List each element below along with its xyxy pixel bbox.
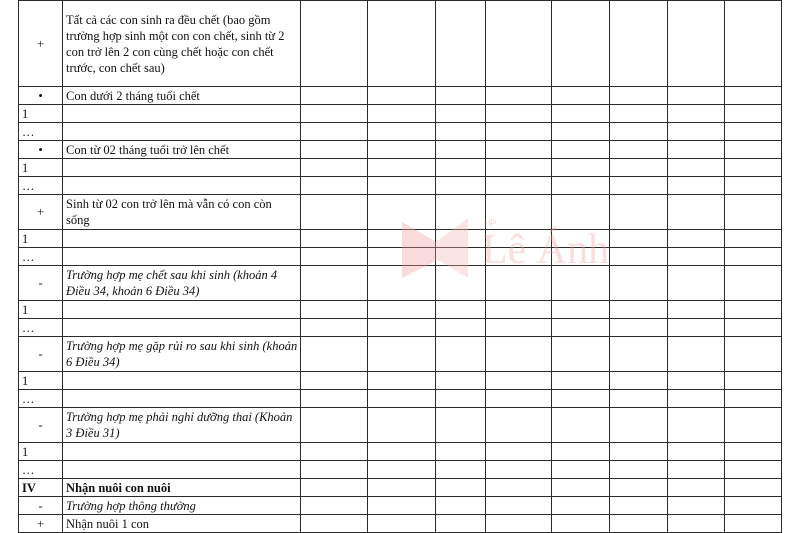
table-row bbox=[19, 177, 782, 195]
empty-cell bbox=[485, 87, 551, 105]
empty-cell bbox=[551, 337, 609, 372]
empty-cell bbox=[609, 337, 667, 372]
empty-cell bbox=[301, 266, 368, 301]
empty-cell bbox=[724, 266, 781, 301]
row-marker: … bbox=[19, 248, 63, 266]
empty-cell bbox=[368, 159, 435, 177]
empty-cell bbox=[667, 230, 724, 248]
watermark-small-text: HP bbox=[484, 218, 497, 228]
empty-cell bbox=[609, 87, 667, 105]
empty-cell bbox=[301, 443, 368, 461]
empty-cell bbox=[368, 248, 435, 266]
empty-cell bbox=[485, 337, 551, 372]
empty-cell bbox=[368, 515, 435, 533]
row-description: Sinh từ 02 con trở lên mà vẫn có con còn sống bbox=[63, 195, 301, 230]
empty-cell bbox=[485, 230, 551, 248]
table-row bbox=[19, 123, 782, 141]
empty-cell bbox=[724, 390, 781, 408]
empty-cell bbox=[368, 266, 435, 301]
empty-cell bbox=[667, 195, 724, 230]
empty-cell bbox=[667, 301, 724, 319]
empty-cell bbox=[485, 372, 551, 390]
row-marker: … bbox=[19, 461, 63, 479]
empty-cell bbox=[551, 87, 609, 105]
empty-cell bbox=[724, 177, 781, 195]
empty-cell bbox=[301, 515, 368, 533]
empty-cell bbox=[551, 159, 609, 177]
table-row bbox=[19, 515, 782, 533]
empty-cell bbox=[301, 301, 368, 319]
empty-cell bbox=[485, 408, 551, 443]
row-marker: 1 bbox=[19, 372, 63, 390]
table-row bbox=[19, 266, 782, 301]
row-marker: - bbox=[19, 337, 63, 372]
empty-cell bbox=[667, 479, 724, 497]
row-marker: + bbox=[19, 515, 63, 533]
table-row bbox=[19, 195, 782, 230]
row-description bbox=[63, 230, 301, 248]
row-marker: • bbox=[19, 87, 63, 105]
empty-cell bbox=[435, 408, 485, 443]
row-marker: IV bbox=[19, 479, 63, 497]
empty-cell bbox=[368, 195, 435, 230]
empty-cell bbox=[609, 408, 667, 443]
empty-cell bbox=[667, 177, 724, 195]
empty-cell bbox=[551, 177, 609, 195]
empty-cell bbox=[609, 319, 667, 337]
empty-cell bbox=[435, 1, 485, 87]
empty-cell bbox=[368, 461, 435, 479]
table-row bbox=[19, 319, 782, 337]
watermark-text: Lê Ánh bbox=[482, 227, 610, 273]
empty-cell bbox=[435, 319, 485, 337]
empty-cell bbox=[551, 141, 609, 159]
empty-cell bbox=[301, 141, 368, 159]
row-marker: - bbox=[19, 497, 63, 515]
empty-cell bbox=[435, 87, 485, 105]
empty-cell bbox=[667, 141, 724, 159]
table-row bbox=[19, 337, 782, 372]
empty-cell bbox=[551, 230, 609, 248]
empty-cell bbox=[609, 515, 667, 533]
empty-cell bbox=[551, 461, 609, 479]
empty-cell bbox=[435, 123, 485, 141]
empty-cell bbox=[301, 159, 368, 177]
empty-cell bbox=[609, 266, 667, 301]
table-row bbox=[19, 372, 782, 390]
empty-cell bbox=[724, 87, 781, 105]
empty-cell bbox=[724, 461, 781, 479]
empty-cell bbox=[724, 408, 781, 443]
empty-cell bbox=[667, 248, 724, 266]
empty-cell bbox=[609, 177, 667, 195]
row-marker: - bbox=[19, 266, 63, 301]
empty-cell bbox=[609, 123, 667, 141]
empty-cell bbox=[724, 230, 781, 248]
table-row bbox=[19, 248, 782, 266]
empty-cell bbox=[435, 141, 485, 159]
empty-cell bbox=[368, 337, 435, 372]
empty-cell bbox=[301, 408, 368, 443]
row-marker: 1 bbox=[19, 105, 63, 123]
empty-cell bbox=[435, 105, 485, 123]
empty-cell bbox=[368, 372, 435, 390]
empty-cell bbox=[435, 337, 485, 372]
empty-cell bbox=[609, 141, 667, 159]
empty-cell bbox=[609, 159, 667, 177]
row-description: Trường hợp mẹ gặp rủi ro sau khi sinh (khoản 6 Điều 34) bbox=[63, 337, 301, 372]
empty-cell bbox=[551, 515, 609, 533]
empty-cell bbox=[724, 159, 781, 177]
row-marker: … bbox=[19, 319, 63, 337]
empty-cell bbox=[301, 87, 368, 105]
empty-cell bbox=[551, 390, 609, 408]
row-description bbox=[63, 105, 301, 123]
empty-cell bbox=[724, 479, 781, 497]
empty-cell bbox=[609, 372, 667, 390]
empty-cell bbox=[301, 230, 368, 248]
table-row bbox=[19, 461, 782, 479]
table-row bbox=[19, 479, 782, 497]
empty-cell bbox=[551, 408, 609, 443]
row-description bbox=[63, 159, 301, 177]
empty-cell bbox=[667, 319, 724, 337]
empty-cell bbox=[724, 123, 781, 141]
empty-cell bbox=[667, 372, 724, 390]
table-row bbox=[19, 1, 782, 87]
row-description: Con dưới 2 tháng tuổi chết bbox=[63, 87, 301, 105]
document-table bbox=[18, 0, 782, 533]
empty-cell bbox=[301, 461, 368, 479]
empty-cell bbox=[551, 123, 609, 141]
row-marker: 1 bbox=[19, 230, 63, 248]
row-description bbox=[63, 443, 301, 461]
empty-cell bbox=[368, 230, 435, 248]
row-marker: … bbox=[19, 123, 63, 141]
empty-cell bbox=[435, 266, 485, 301]
empty-cell bbox=[485, 479, 551, 497]
empty-cell bbox=[724, 497, 781, 515]
table-row bbox=[19, 497, 782, 515]
empty-cell bbox=[724, 301, 781, 319]
table-row bbox=[19, 443, 782, 461]
empty-cell bbox=[551, 497, 609, 515]
row-description bbox=[63, 248, 301, 266]
empty-cell bbox=[667, 159, 724, 177]
empty-cell bbox=[724, 248, 781, 266]
empty-cell bbox=[368, 497, 435, 515]
empty-cell bbox=[667, 266, 724, 301]
empty-cell bbox=[435, 497, 485, 515]
empty-cell bbox=[435, 159, 485, 177]
table-row bbox=[19, 230, 782, 248]
row-marker: 1 bbox=[19, 159, 63, 177]
empty-cell bbox=[485, 195, 551, 230]
row-description: Tất cả các con sinh ra đều chết (bao gồm trường hợp sinh một con con chết, sinh từ 2 con trở lên 2 con cùng chết hoặc con chết trước, con chết sau) bbox=[63, 1, 301, 87]
empty-cell bbox=[485, 390, 551, 408]
empty-cell bbox=[368, 105, 435, 123]
empty-cell bbox=[368, 301, 435, 319]
empty-cell bbox=[301, 390, 368, 408]
empty-cell bbox=[551, 443, 609, 461]
empty-cell bbox=[667, 408, 724, 443]
row-marker: • bbox=[19, 141, 63, 159]
empty-cell bbox=[301, 479, 368, 497]
row-description: Nhận nuôi con nuôi bbox=[63, 479, 301, 497]
empty-cell bbox=[667, 461, 724, 479]
table-row bbox=[19, 301, 782, 319]
empty-cell bbox=[667, 87, 724, 105]
row-description bbox=[63, 390, 301, 408]
empty-cell bbox=[724, 443, 781, 461]
empty-cell bbox=[368, 390, 435, 408]
row-description bbox=[63, 177, 301, 195]
empty-cell bbox=[301, 177, 368, 195]
empty-cell bbox=[435, 248, 485, 266]
row-marker: 1 bbox=[19, 301, 63, 319]
empty-cell bbox=[485, 248, 551, 266]
empty-cell bbox=[301, 248, 368, 266]
empty-cell bbox=[724, 319, 781, 337]
row-description bbox=[63, 319, 301, 337]
empty-cell bbox=[301, 337, 368, 372]
empty-cell bbox=[551, 372, 609, 390]
empty-cell bbox=[368, 177, 435, 195]
row-marker: + bbox=[19, 195, 63, 230]
empty-cell bbox=[724, 195, 781, 230]
empty-cell bbox=[301, 1, 368, 87]
empty-cell bbox=[724, 372, 781, 390]
empty-cell bbox=[435, 230, 485, 248]
empty-cell bbox=[368, 319, 435, 337]
empty-cell bbox=[551, 105, 609, 123]
empty-cell bbox=[368, 479, 435, 497]
empty-cell bbox=[667, 105, 724, 123]
empty-cell bbox=[435, 390, 485, 408]
table-row bbox=[19, 87, 782, 105]
table-row bbox=[19, 408, 782, 443]
empty-cell bbox=[485, 301, 551, 319]
row-marker: 1 bbox=[19, 443, 63, 461]
empty-cell bbox=[667, 515, 724, 533]
row-description: Trường hợp mẹ phải nghỉ dưỡng thai (Khoản 3 Điều 31) bbox=[63, 408, 301, 443]
row-marker: + bbox=[19, 1, 63, 87]
empty-cell bbox=[301, 497, 368, 515]
empty-cell bbox=[435, 177, 485, 195]
empty-cell bbox=[485, 1, 551, 87]
empty-cell bbox=[724, 105, 781, 123]
row-marker: … bbox=[19, 177, 63, 195]
empty-cell bbox=[609, 1, 667, 87]
empty-cell bbox=[435, 195, 485, 230]
empty-cell bbox=[609, 443, 667, 461]
empty-cell bbox=[485, 497, 551, 515]
empty-cell bbox=[368, 408, 435, 443]
row-description: Trường hợp mẹ chết sau khi sinh (khoản 4 Điều 34, khoản 6 Điều 34) bbox=[63, 266, 301, 301]
empty-cell bbox=[435, 301, 485, 319]
empty-cell bbox=[485, 266, 551, 301]
table-row bbox=[19, 159, 782, 177]
row-description: Nhận nuôi 1 con bbox=[63, 515, 301, 533]
empty-cell bbox=[724, 337, 781, 372]
table-body bbox=[19, 1, 782, 533]
empty-cell bbox=[667, 390, 724, 408]
empty-cell bbox=[667, 337, 724, 372]
row-description bbox=[63, 123, 301, 141]
row-marker: … bbox=[19, 390, 63, 408]
empty-cell bbox=[609, 248, 667, 266]
row-description bbox=[63, 372, 301, 390]
empty-cell bbox=[301, 105, 368, 123]
empty-cell bbox=[485, 461, 551, 479]
empty-cell bbox=[551, 319, 609, 337]
empty-cell bbox=[551, 266, 609, 301]
empty-cell bbox=[609, 461, 667, 479]
empty-cell bbox=[301, 372, 368, 390]
empty-cell bbox=[435, 479, 485, 497]
empty-cell bbox=[368, 141, 435, 159]
empty-cell bbox=[609, 301, 667, 319]
empty-cell bbox=[551, 248, 609, 266]
empty-cell bbox=[435, 443, 485, 461]
empty-cell bbox=[485, 319, 551, 337]
empty-cell bbox=[724, 515, 781, 533]
empty-cell bbox=[435, 515, 485, 533]
empty-cell bbox=[609, 230, 667, 248]
empty-cell bbox=[368, 87, 435, 105]
table-row bbox=[19, 141, 782, 159]
row-description: Con từ 02 tháng tuổi trở lên chết bbox=[63, 141, 301, 159]
empty-cell bbox=[667, 443, 724, 461]
empty-cell bbox=[667, 123, 724, 141]
row-marker: - bbox=[19, 408, 63, 443]
empty-cell bbox=[724, 141, 781, 159]
empty-cell bbox=[551, 479, 609, 497]
empty-cell bbox=[301, 195, 368, 230]
empty-cell bbox=[485, 123, 551, 141]
empty-cell bbox=[368, 1, 435, 87]
empty-cell bbox=[301, 319, 368, 337]
empty-cell bbox=[368, 443, 435, 461]
empty-cell bbox=[435, 372, 485, 390]
empty-cell bbox=[609, 497, 667, 515]
table-row bbox=[19, 105, 782, 123]
empty-cell bbox=[667, 1, 724, 87]
empty-cell bbox=[667, 497, 724, 515]
empty-cell bbox=[609, 390, 667, 408]
empty-cell bbox=[485, 177, 551, 195]
empty-cell bbox=[609, 479, 667, 497]
empty-cell bbox=[551, 301, 609, 319]
empty-cell bbox=[609, 195, 667, 230]
empty-cell bbox=[485, 443, 551, 461]
empty-cell bbox=[301, 123, 368, 141]
empty-cell bbox=[609, 105, 667, 123]
empty-cell bbox=[551, 1, 609, 87]
row-description bbox=[63, 461, 301, 479]
empty-cell bbox=[551, 195, 609, 230]
table-row bbox=[19, 390, 782, 408]
row-description bbox=[63, 301, 301, 319]
empty-cell bbox=[485, 159, 551, 177]
row-description: Trường hợp thông thường bbox=[63, 497, 301, 515]
empty-cell bbox=[724, 1, 781, 87]
empty-cell bbox=[485, 105, 551, 123]
empty-cell bbox=[368, 123, 435, 141]
empty-cell bbox=[485, 515, 551, 533]
empty-cell bbox=[485, 141, 551, 159]
empty-cell bbox=[435, 461, 485, 479]
